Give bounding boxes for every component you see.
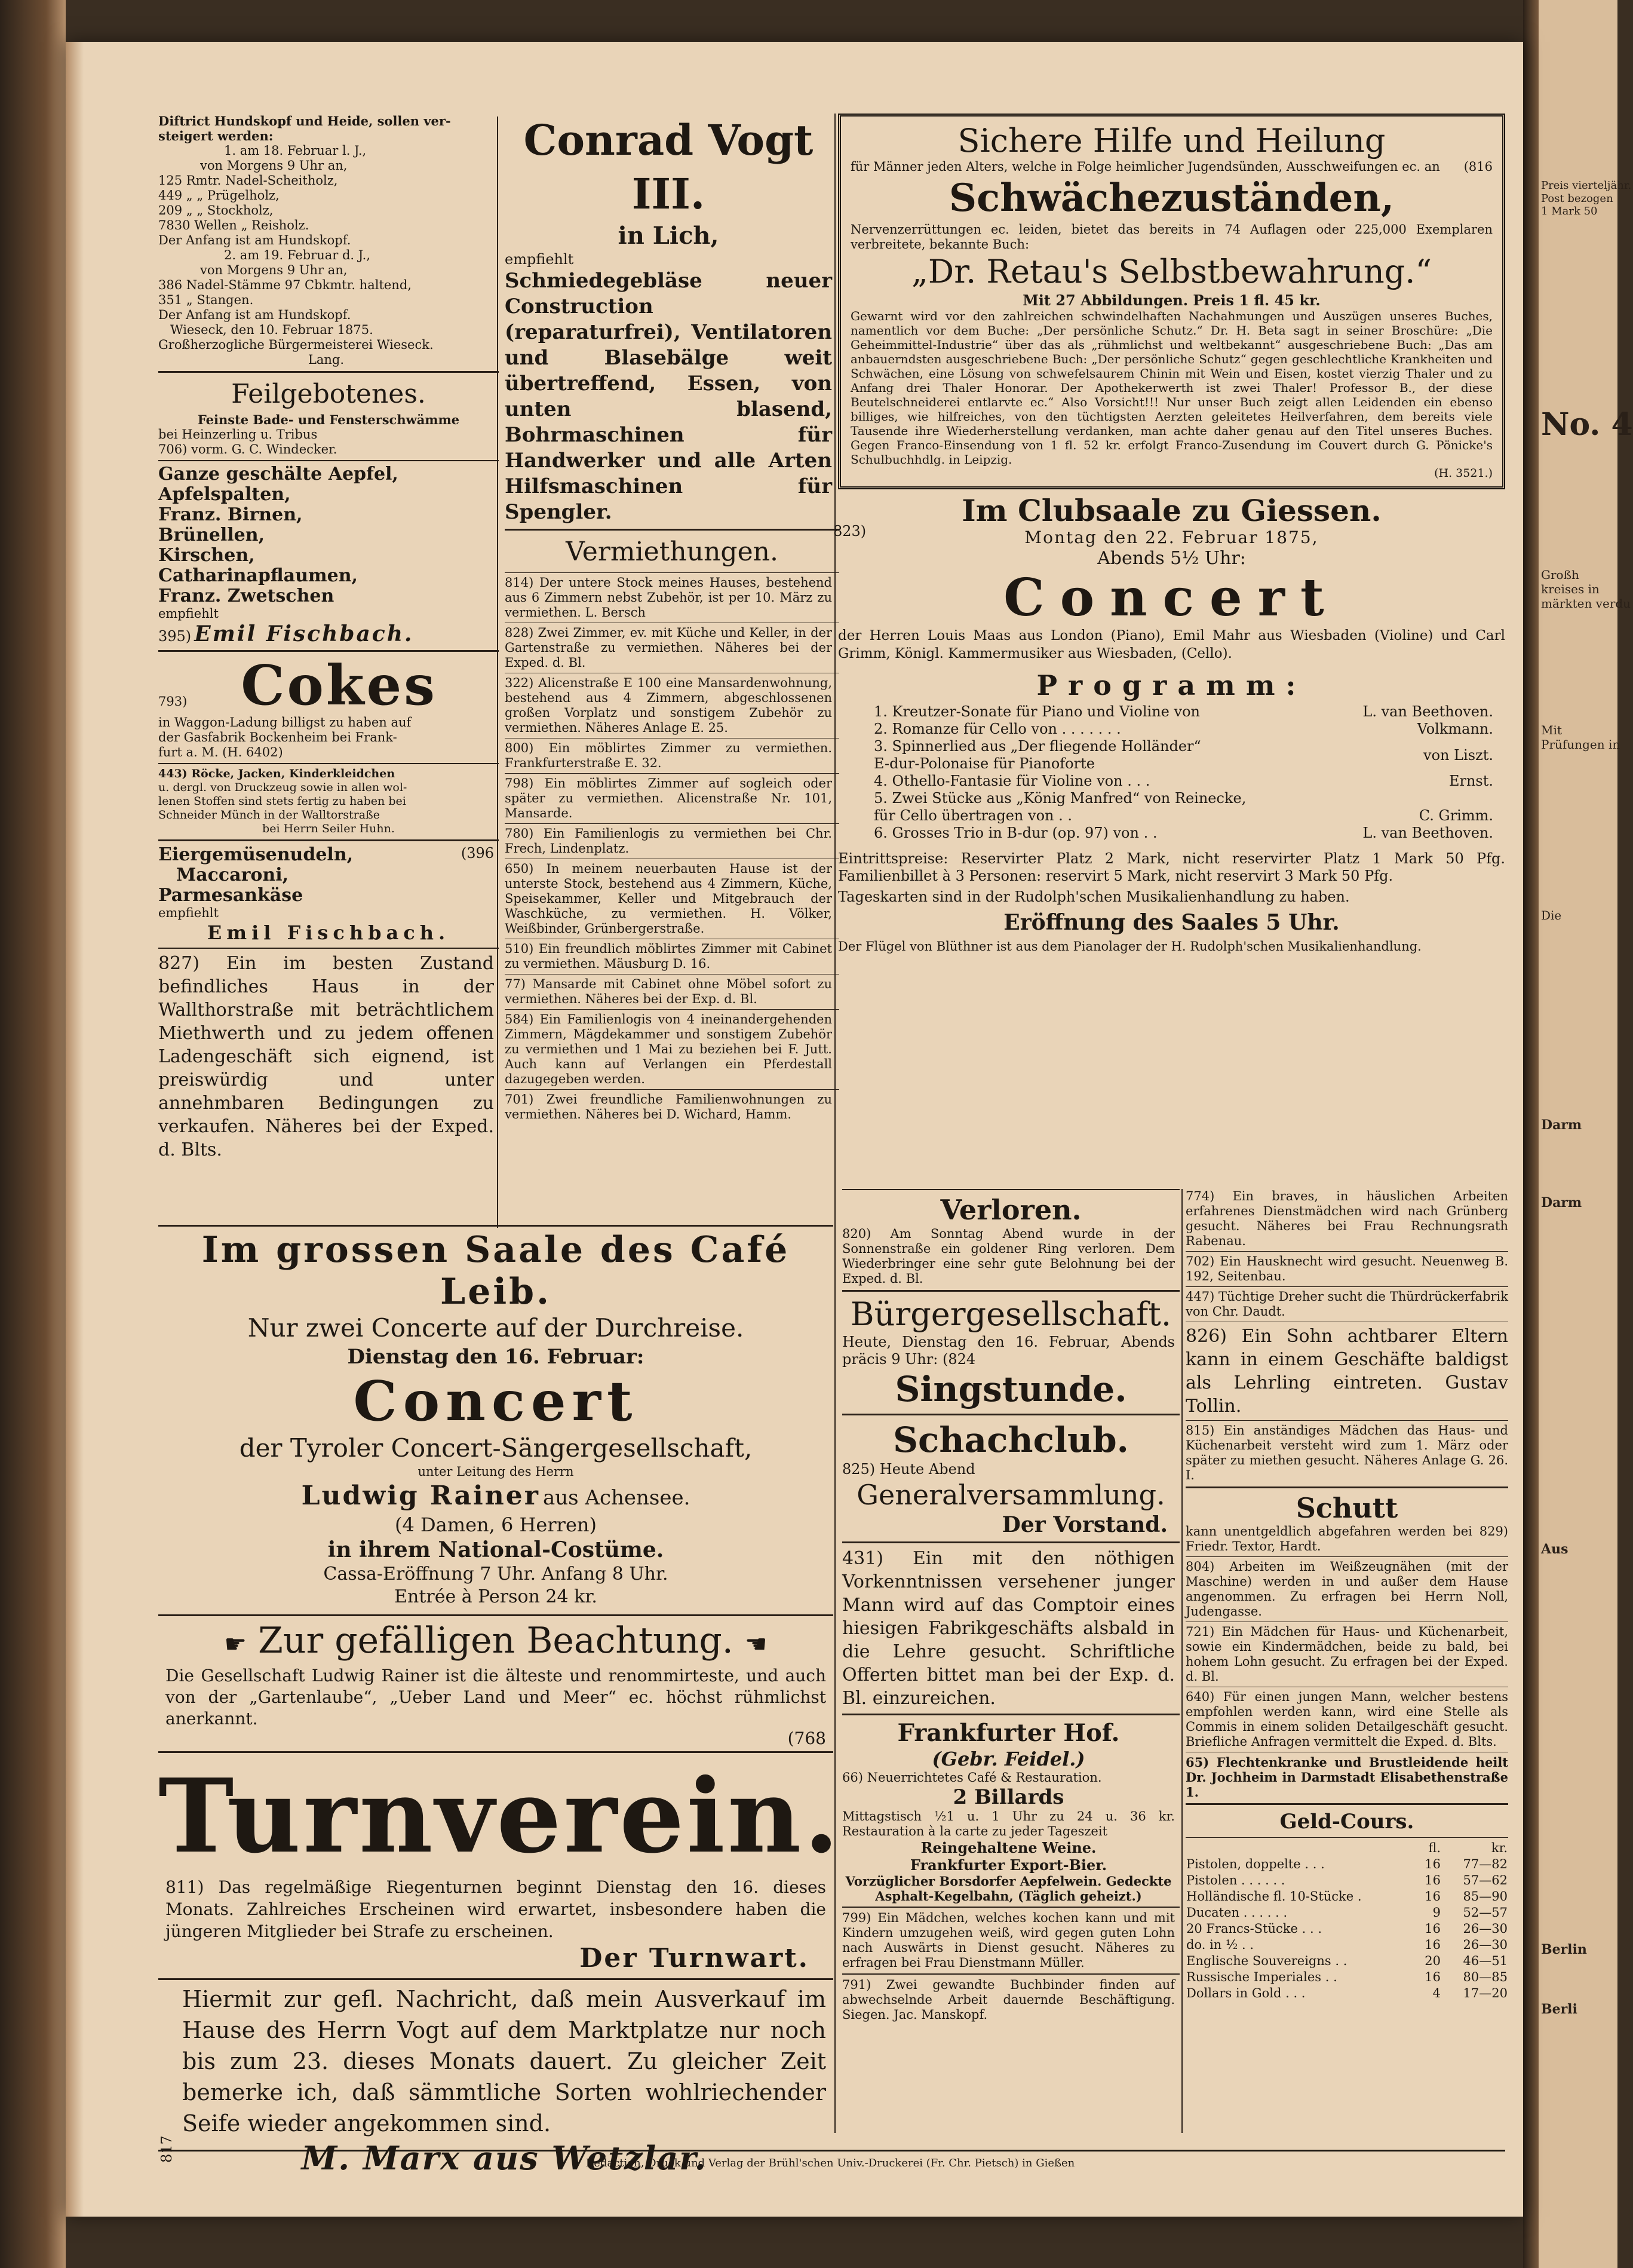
column-3-right	[1186, 1189, 1508, 2133]
next-page-fragment-7: Berlin	[1541, 1942, 1587, 1957]
table-row: Ducaten . . . . . . 9 52—57	[1186, 1905, 1508, 1920]
rental-ad: 584) Ein Familienlogis von 4 ineinandergehenden Zimmern, Mägdekammer und sonstigem Zubehör zu vermiethen und 1 Mai zu beziehen bei F. Jutt. Auch kann auf Verlangen ein Pferdestall dazugegeben werden.	[505, 1012, 832, 1086]
column-2	[499, 114, 839, 1225]
schachclub-text: 825) Heute Abend	[842, 1461, 975, 1478]
footer-rule	[158, 2150, 1505, 2151]
next-page-fragment-3: Die	[1541, 908, 1562, 922]
turnwart-sign: Der Turnwart.	[579, 1943, 809, 1973]
rental-ad: 780) Ein Familienlogis zu vermiethen bei Chr. Frech, Lindenplatz.	[505, 826, 832, 856]
generalversammlung: Generalversammlung.	[857, 1479, 1165, 1511]
rental-ad: 798) Ein möblirtes Zimmer auf sogleich oder später zu vermiethen. Alicenstraße Nr. 101, Mansarde.	[505, 776, 832, 820]
left-background	[0, 0, 66, 2268]
servant-ad: 774) Ein braves, in häuslichen Arbeiten erfahrenes Dienstmädchen wird nach Grünberg gesucht. Näheres bei Frau Rechnungsrath Rabenau.	[1186, 1189, 1508, 1248]
table-row: Pistolen, doppelte . . . 16 77—82	[1186, 1857, 1508, 1871]
commis-ad: 640) Für einen jungen Mann, welcher bestens empfohlen werden kann, wird eine Stelle als Commis in einem soliden Detailgeschäft gesucht. Briefliche Anfragen vermittelt die Exped. d. Blts.	[1186, 1690, 1508, 1749]
clubsaal-concert-ad: 823) Im Clubsaale zu Giessen. Montag den 22. Februar 1875, Abends 5½ Uhr: Concert der Herren Louis Maas aus London (Piano), Emil Mahr aus Wiesbaden (Violine) und Carl Grimm, Königl. Kammermusiker aus Wiesbaden, (Cello). Programm: 1. Kreutzer-Sonate für Piano und Violine von L. van Beethoven. 2. Romanze für Cello von . . . . . . . Volkmann. 3. Spinnerlied aus „Der fliegende Holländer“ E-dur-Polonaise für Pianoforte von Liszt. 4. Othello-Fantasie für Violine von . . . Ernst. 5. Zwei Stücke aus „König Manfred“ von Reinecke, für Cello übertragen von . . C. Grimm. 6. Grosses Trio in B-dur (op. 97) von . . L. van Beethoven. Eintrittspreise: Reservirter Platz 2 Mark, nicht reservirter Platz 1 Mark 50 Pfg. Familienbillet à 3 Personen: reservirt 5 Mark, nicht reservirt 3 Mark 50 Pfg. Tageskarten sind in der Rudolph'schen Musikalienhandlung zu haben. Eröffnung des Saales 5 Uhr. Der Flügel von Blüthner ist aus dem Pianolager der H. Rudolph'schen Musikalienhandlung.	[833, 493, 1505, 954]
next-page-issue-number: No. 4	[1541, 406, 1633, 443]
turnverein-head: Turnverein.	[158, 1757, 842, 1876]
health-book-ad: Sichere Hilfe und Heilung für Männer jeden Alters, welche in Folge heimlicher Jugendsünden, Ausschweifungen ec. an (816 Schwächezuständen, Nervenzerrüttungen ec. leiden, bietet das bereits in 74 Auflagen oder 225,000 Exemplaren verbreitete, bekannte Buch: „Dr. Retau's Selbstbewahrung.“ Mit 27 Abbildungen. Preis 1 fl. 45 kr. Gewarnt wird vor den zahlreichen schwindelhaften Nachahmungen und Auszügen unseres Buches, namentlich vor dem Buche: „Der persönliche Schutz.“ Dr. H. Beta sagt in seiner Broschüre: „Die Geheimmittel-Industrie“ über das als „rühmlichst und weltbekannt“ ausgeschriebene Buch: „Das am anbauerndsten ausgeschriebene Buch: „Der persönliche Schutz“ gegen geschlechtliche Krankheiten und Schwächen, eine Lösung von schwefelsaurem Chinin mit Wein und Eisen, kostet vierzig Thaler und zu Anfang drei Thaler Honorar. Der Apothekerwerth ist zwei Thaler! Professor B., der diese Beutelschneiderei entlarvte ec.“ Also Vorsicht!!! Nur unser Buch zeigt allen Leidenden ein ebenso billiges, wie hilfreiches, von den tüchtigsten Aerzten geleitetes Heilverfahren, dem bereits viele Tausende ihre Wiederherstellung verdanken, man achte daher genau auf den Titel unseres Buches. Gegen Franco-Einsendung von 1 fl. 52 kr. erfolgt Franco-Zusendung im Couvert durch G. Pönicke's Schulbuchhdlg. in Leipzig. (H. 3521.)	[838, 114, 1505, 489]
rental-ad: 322) Alicenstraße E 100 eine Mansardenwohnung, bestehend aus 4 Zimmern, abgeschlossenen großen Vorplatz und sonstigem Zubehör zu vermiethen. Näheres Anlage E. 25.	[505, 676, 832, 735]
clothing-ad: 443) Röcke, Jacken, Kinderkleidchen u. dergl. von Druckzeug sowie in allen wol- lenen Stoffen sind stets fertig zu haben bei Schneider Münch in der Walltorstraße bei Herrn Seiler Huhn.	[158, 767, 407, 835]
section-head-vermiethungen: Vermiethungen.	[566, 537, 778, 567]
house-sale-ad: 827) Ein im besten Zustand befindliches Haus in der Wallthorstraße mit beträchtlichem Miethwerth und zu jedem offenen Ladengeschäft sich eignend, ist preiswürdig und unter annehmbaren Bedingungen zu verkaufen. Näheres bei der Exped. d. Blts.	[158, 953, 494, 1160]
page-binding-shadow	[66, 42, 84, 2217]
rental-ad: 800) Ein möblirtes Zimmer zu vermiethen. Frankfurterstraße E. 32.	[505, 741, 832, 770]
marx-ad: 817 Hiermit zur gefl. Nachricht, daß mein Ausverkauf im Hause des Herrn Vogt auf dem Marktplatze nur noch bis zum 23. dieses Monats dauert. Zu gleicher Zeit bemerke ich, daß sämmtliche Sorten wohlriechender Seife wieder angekommen sind. M. Marx aus Wetzlar.	[158, 1986, 826, 2177]
next-page-fragment-4: Darm	[1541, 1117, 1582, 1133]
lehrling-ad: 826) Ein Sohn achtbarer Eltern kann in einem Geschäfte baldigst als Lehrling eintreten. Gustav Tollin.	[1186, 1326, 1508, 1417]
schutt-text: kann unentgeldlich abgefahren werden bei 829) Friedr. Textor, Hardt.	[1186, 1524, 1508, 1553]
section-head-feilgebotenes: Feilgebotenes.	[231, 379, 426, 409]
schachclub-head: Schachclub.	[893, 1420, 1129, 1460]
rental-ad: 701) Zwei freundliche Familienwohnungen zu vermiethen. Näheres bei D. Wichard, Hamm.	[505, 1092, 832, 1121]
singstunde: Singstunde.	[895, 1369, 1127, 1409]
sewing-ad: 804) Arbeiten im Weißzeugnähen (mit der Maschine) werden in und außer dem Hause angenommen. Zu erfragen bei Herrn Noll, Judengasse.	[1186, 1559, 1508, 1619]
kitchen-maid-ad: 721) Ein Mädchen für Haus- und Küchenarbeit, sowie ein Kindermädchen, beide zu bald, bei hohem Lohn gesucht. Zu erfragen bei der Exped. d. Bl.	[1186, 1625, 1508, 1684]
imprint-footer: Redaction, Druck und Verlag der Brühl'schen Univ.-Druckerei (Fr. Chr. Pietsch) in Gießen	[585, 2157, 1075, 2169]
vogt-ad: Conrad Vogt III. in Lich, empfiehlt Schmiedegebläse neuer Construction (reparaturfrei), Ventilatoren und Blasebälge weit übertreffend, Essen, von unten blasend, Bohrmaschinen für Handwerker und alle Arten Hilfsmaschinen für Spengler.	[505, 115, 832, 524]
next-page-fragment-1: Großh kreises in märkten verdu	[1541, 568, 1631, 611]
verloren-head: Verloren.	[940, 1194, 1082, 1226]
district-auction-notice: Diftrict Hundskopf und Heide, sollen ver- steigert werden: 1. am 18. Februar l. J., von Morgens 9 Uhr an, 125 Rmtr. Nadel-Scheitholz, 449 „ „ Prügelholz, 209 „ „ Stockholz, 7830 Wellen „ Reisholz. Der Anfang ist am Hundskopf. 2. am 19. Februar d. J., von Morgens 9 Uhr an, 386 Nadel-Stämme 97 Cbkmtr. haltend, 351 „ Stangen. Der Anfang ist am Hundskopf. Wieseck, den 10. Februar 1875. Großherzogliche Bürgermeisterei Wieseck. Lang.	[158, 114, 451, 367]
sponge-ad: Feinste Bade- und Fensterschwämme bei Heinzerling u. Tribus 706) vorm. G. C. Windecker.	[158, 412, 460, 456]
schutt-head: Schutt	[1296, 1492, 1398, 1524]
cafe-leib-concert-ad: Im grossen Saale des Café Leib. Nur zwei Concerte auf der Durchreise. Dienstag den 16. Februar: Concert der Tyroler Concert-Sängergesellschaft, unter Leitung des Herrn Ludwig Rainer aus Achensee. (4 Damen, 6 Herren) in ihrem National-Costüme. Cassa-Eröffnung 7 Uhr. Anfang 8 Uhr. Entrée à Person 24 kr. ☛ Zur gefälligen Beachtung. ☚ Die Gesellschaft Ludwig Rainer ist die älteste und renommirteste, und auch von der „Gartenlaube“, „Ueber Land und Meer“ ec. höchst rühmlichst anerkannt. (768 Turnverein. 811) Das regelmäßige Riegenturnen beginnt Dienstag den 16. dieses Monats. Zahlreiches Erscheinen wird erwartet, insbesondere haben die jüngeren Mitglieder bei Strafe zu erscheinen. Der Turnwart. 817 Hiermit zur gefl. Nachricht, daß mein Ausverkauf im Hause des Herrn Vogt auf dem Marktplatze nur noch bis zum 23. dieses Monats dauert. Zu gleicher Zeit bemerke ich, daß sämmtliche Sorten wohlriechender Seife wieder angekommen sind. M. Marx aus Wetzlar.	[158, 1225, 833, 2177]
cokes-ad: 793) Cokes in Waggon-Ladung billigst zu haben auf der Gasfabrik Bockenheim bei Frank- furt a. M. (H. 6402)	[158, 653, 437, 759]
next-page-fragment-6: Aus	[1541, 1541, 1568, 1557]
doctor-ad: 65) Flechtenkranke und Brustleidende heilt Dr. Jochheim in Darmstadt Elisabethenstraße 1.	[1186, 1755, 1508, 1800]
buergergesellschaft-text: Heute, Dienstag den 16. Februar, Abends präcis 9 Uhr: (824	[842, 1334, 1175, 1368]
table-row: do. in ½ . . 16 26—30	[1186, 1938, 1508, 1952]
buergergesellschaft-head: Bürgergesellschaft.	[850, 1295, 1172, 1333]
geld-cours-table: Geld-Cours. fl. kr. Pistolen, doppelte . . . 16 77—82 Pistolen . . . . . . 16 57—62 Holländische fl. 10-Stücke . 16 85—90 Ducaten . . . . . . 9 52—57 20 Francs-Stücke . . . 16 26—30 do. in ½ . . 16 26—30 Englische Souvereigns . . 20 46—51 Russische Imperiales . . 16 80—85 Dollars in Gold . . . 4 17—20	[1186, 1810, 1508, 2000]
program-list: 1. Kreutzer-Sonate für Piano und Violine von L. van Beethoven. 2. Romanze für Cello von . . . . . . . Volkmann. 3. Spinnerlied aus „Der fliegende Holländer“ E-dur-Polonaise für Pianoforte von Liszt. 4. Othello-Fantasie für Violine von . . . Ernst. 5. Zwei Stücke aus „König Manfred“ von Reinecke, für Cello übertragen von . . C. Grimm. 6. Grosses Trio in B-dur (op. 97) von . . L. van Beethoven.	[874, 703, 1493, 841]
next-page-fragment-2: Mit Prüfungen in	[1541, 723, 1620, 752]
pointing-hand-icon: ☛	[224, 1629, 247, 1659]
rental-ad: 510) Ein freundlich möblirtes Zimmer mit Cabinet zu vermiethen. Mäusburg D. 16.	[505, 942, 832, 971]
lost-ring-ad: 820) Am Sonntag Abend wurde in der Sonnenstraße ein goldener Ring verloren. Dem Wiederbringer eine sehr gute Belohnung bei der Exped. d. Bl.	[842, 1227, 1175, 1286]
table-row: Holländische fl. 10-Stücke . 16 85—90	[1186, 1889, 1508, 1904]
next-page-edge	[1523, 0, 1633, 2268]
noodles-ad: Eiergemüsenudeln, (396 Maccaroni, Parmesankäse empfiehlt Emil Fischbach.	[158, 844, 494, 944]
table-row: 20 Francs-Stücke . . . 16 26—30	[1186, 1921, 1508, 1936]
turner-ad: 447) Tüchtige Dreher sucht die Thürdrückerfabrik von Chr. Daudt.	[1186, 1289, 1508, 1319]
column-1	[158, 114, 499, 1225]
next-page-fragment-5: Darm	[1541, 1195, 1582, 1210]
apprentice-ad: 431) Ein mit den nöthigen Vorkenntnissen versehener junger Mann wird auf das Comptoir eines hiesigen Fabrikgeschäfts alsbald in die Lehre gesucht. Schriftliche Offerten bittet man bei der Exp. d. Bl. einzureichen.	[842, 1548, 1175, 1709]
next-page-fragment-8: Berli	[1541, 2002, 1577, 2017]
rental-ad: 77) Mansarde mit Cabinet ohne Möbel sofort zu vermiethen. Näheres bei der Exp. d. Bl.	[505, 977, 832, 1006]
next-page-price-text: Preis vierteljähr. Post bezogen 1 Mark 50	[1541, 179, 1632, 218]
pointing-hand-icon: ☚	[744, 1629, 768, 1659]
table-row: Englische Souvereigns . . 20 46—51	[1186, 1954, 1508, 1968]
column-3-left	[842, 1189, 1180, 2133]
maid-ad: 799) Ein Mädchen, welches kochen kann und mit Kindern umzugehen weiß, wird gegen guten Lohn nach Auswärts in Dienst gesucht. Näheres zu erfragen bei Frau Dienstmann Müller.	[842, 1911, 1175, 1970]
beachtung-head: ☛ Zur gefälligen Beachtung. ☚	[158, 1620, 833, 1665]
rental-ad: 814) Der untere Stock meines Hauses, bestehend aus 6 Zimmern nebst Zubehör, ist per 10. März zu vermiethen. L. Bersch	[505, 575, 832, 620]
table-row: Dollars in Gold . . . 4 17—20	[1186, 1986, 1508, 2000]
vorstand-sign: Der Vorstand.	[1002, 1512, 1168, 1537]
dried-fruit-ad: Ganze geschälte Aepfel, Apfelspalten, Franz. Birnen, Brünellen, Kirschen, Catharinapflaumen, Franz. Zwetschen empfiehlt 395) Emil Fischbach.	[158, 464, 414, 646]
table-row: Pistolen . . . . . . 16 57—62	[1186, 1873, 1508, 1887]
rental-ad: 828) Zwei Zimmer, ev. mit Küche und Keller, in der Gartenstraße zu vermiethen. Näheres bei der Exped. d. Bl.	[505, 626, 832, 670]
table-row: Russische Imperiales . . 16 80—85	[1186, 1970, 1508, 1984]
hausknecht-ad: 702) Ein Hausknecht wird gesucht. Neuenweg B. 192, Seitenbau.	[1186, 1254, 1508, 1283]
rental-ad: 650) In meinem neuerbauten Hause ist der unterste Stock, bestehend aus 4 Zimmern, Küche, Speisekammer, Keller und Mitgebrauch der Waschküche, zu vermiethen. H. Völker, Weißbinder, Grünbergerstraße.	[505, 862, 832, 936]
bookbinder-ad: 791) Zwei gewandte Buchbinder finden auf abwechselnde Arbeit dauernde Beschäftigung. Siegen. Jac. Manskopf.	[842, 1978, 1175, 2022]
girl-wanted-ad: 815) Ein anständiges Mädchen das Haus- und Küchenarbeit versteht wird zum 1. März oder später zu miethen gesucht. Näheres Anlage G. 26. I.	[1186, 1423, 1508, 1482]
turnverein-text: 811) Das regelmäßige Riegenturnen beginnt Dienstag den 16. dieses Monats. Zahlreiches Erscheinen wird erwartet, insbesondere haben die jüngeren Mitglieder bei Strafe zu erscheinen.	[165, 1877, 826, 1941]
frankfurter-hof-ad: Frankfurter Hof. (Gebr. Feidel.) 66) Neuerrichtetes Café & Restauration. 2 Billards Mittagstisch ½1 u. 1 Uhr zu 24 u. 36 kr. Restauration à la carte zu jeder Tageszeit Reingehaltene Weine. Frankfurter Export-Bier. Vorzüglicher Borsdorfer Aepfelwein. Gedeckte Asphalt-Kegelbahn, (Täglich geheizt.)	[842, 1719, 1175, 1904]
